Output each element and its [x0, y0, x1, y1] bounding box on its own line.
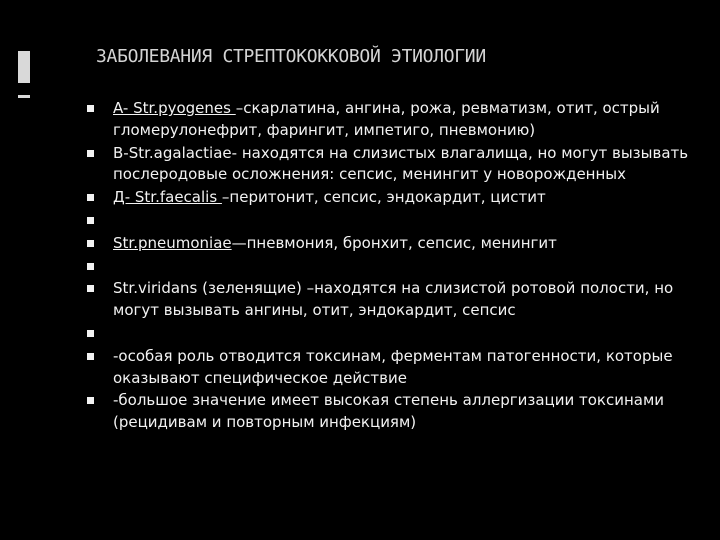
- square-bullet-icon: [87, 150, 94, 157]
- bullet-item-empty: [86, 323, 696, 345]
- square-bullet-icon: [87, 217, 94, 224]
- bullet-item: [86, 187, 696, 209]
- square-bullet-icon: [87, 263, 94, 270]
- bullet-text: -особая роль отводится токсинам, ферментам патогенности, которые оказывают специфическое действие: [113, 346, 673, 387]
- accent-bar-small: [18, 95, 30, 98]
- square-bullet-icon: [87, 330, 94, 337]
- bullet-item: [86, 278, 696, 322]
- bullet-text: -большое значение имеет высокая степень аллергизации токсинами (рецидивам и повторным инфекциям): [113, 391, 665, 432]
- square-bullet-icon: [87, 105, 94, 112]
- bullet-item-empty: [86, 256, 696, 278]
- bullet-item: [86, 390, 696, 434]
- square-bullet-icon: [87, 194, 94, 201]
- bullet-underlined-text: Str.pneumoniae: [113, 233, 232, 252]
- bullet-underlined-text: Д- Str.faecalis: [113, 188, 222, 207]
- slide-title: ЗАБОЛЕВАНИЯ СТРЕПТОКОККОВОЙ ЭТИОЛОГИИ: [96, 46, 486, 67]
- bullet-item: [86, 233, 696, 255]
- bullet-text: –перитонит, сепсис, эндокардит, цистит: [221, 188, 546, 207]
- accent-bar-large: [18, 51, 30, 83]
- bullet-underlined-text: A- Str.pyogenes: [113, 99, 236, 117]
- bullet-text: Str.viridans (зеленящие) –находятся на слизистой ротовой полости, но могут вызывать ангины, отит, эндокардит, сепсис: [113, 279, 674, 320]
- square-bullet-icon: [87, 397, 94, 404]
- bullet-text: –скарлатина, ангина, рожа, ревматизм, отит, острый гломерулонефрит, фарингит, импетиго, пневмонию): [113, 99, 660, 139]
- bullet-text: B-Str.agalactiae- находятся на слизистых влагалища, но могут вызывать послеродовые осложнения: сепсис, менингит у новорожденных: [113, 143, 689, 184]
- bullet-item: [86, 346, 696, 390]
- square-bullet-icon: [87, 285, 94, 292]
- square-bullet-icon: [87, 353, 94, 360]
- bullet-item-empty: [86, 210, 696, 232]
- bullet-text: —пневмония, бронхит, сепсис, менингит: [231, 233, 557, 252]
- bullet-list: [86, 98, 696, 435]
- square-bullet-icon: [87, 240, 94, 247]
- bullet-item: [86, 98, 696, 142]
- bullet-item: [86, 143, 696, 187]
